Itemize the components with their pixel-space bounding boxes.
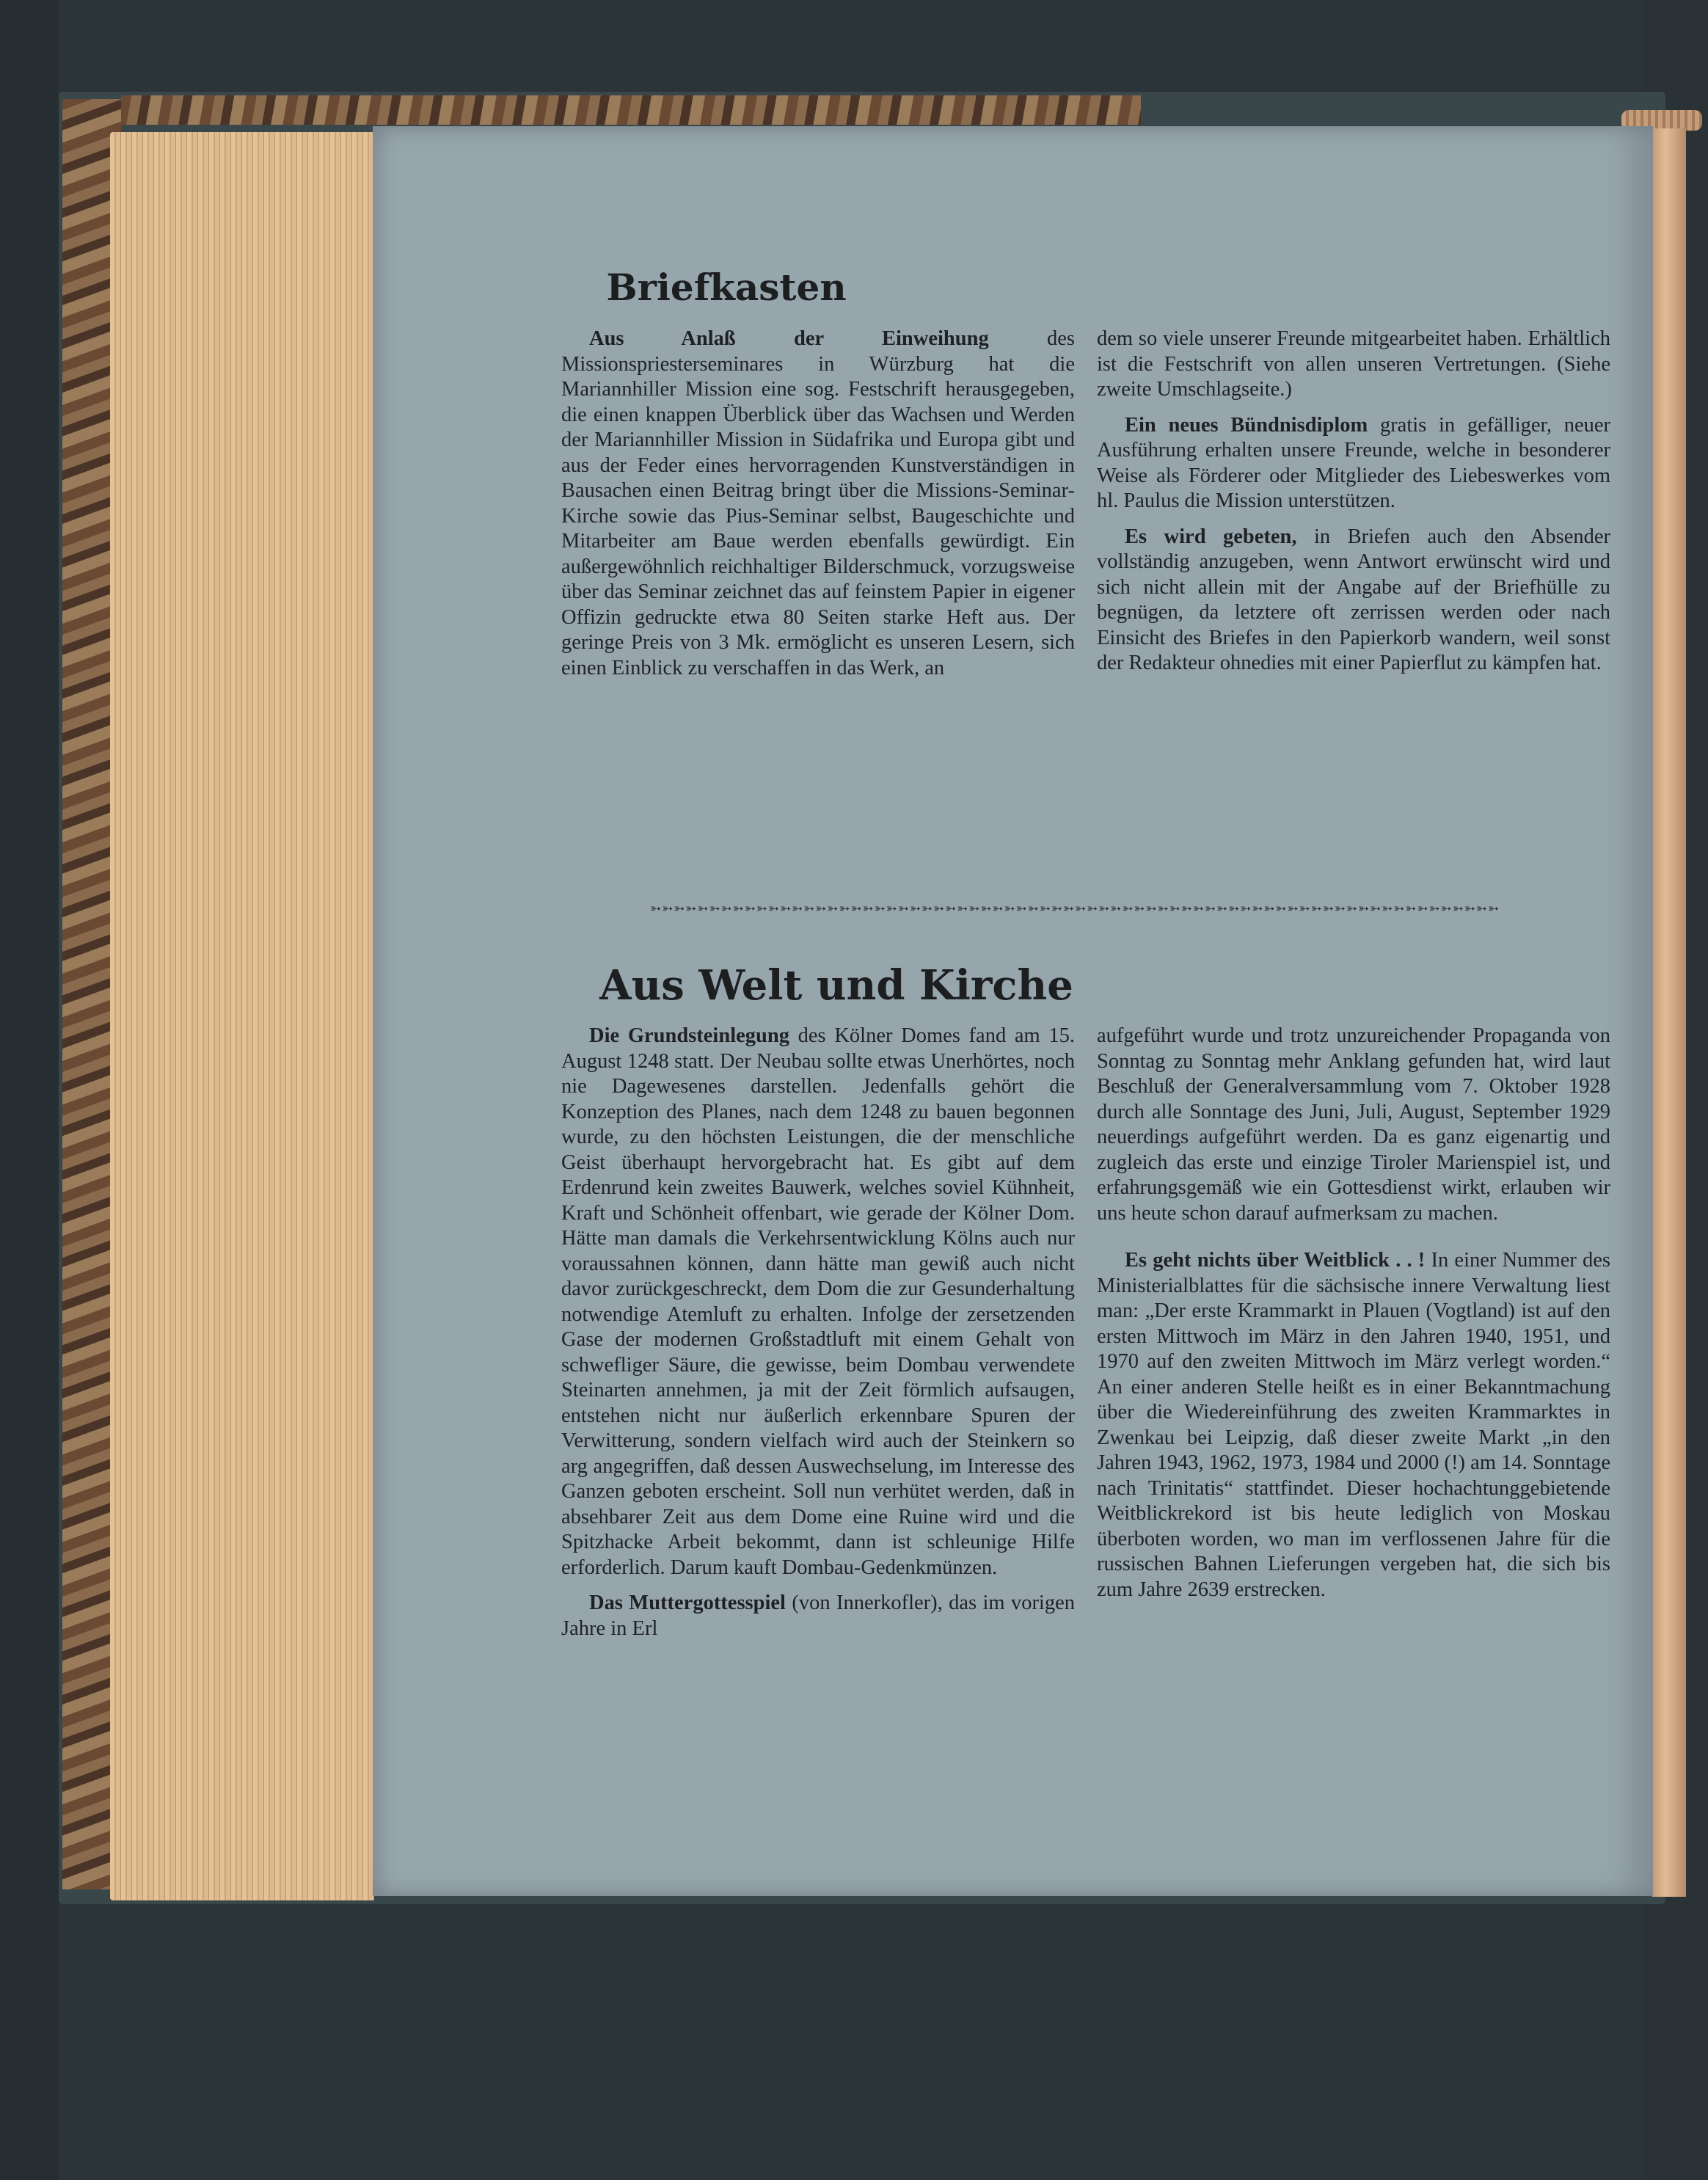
paragraph xyxy=(1097,413,1610,514)
section-title-briefkasten: Briefkasten xyxy=(606,266,847,309)
paragraph-text: In einer Nummer des Ministerialblattes für die sächsische innere Verwaltung liest man: „Der erste Krammarkt in Plauen (Vogtland) ist auf den ersten Mittwoch im März in den Jahren 1940, 1951, und 1970 auf den zweiten Mittwoch im März verlegt worden.“ An einer anderen Stelle heißt es in einer Bekanntmachung über die Wiedereinführung des zweiten Krammarktes in Zwenkau bei Leipzig, daß dieser zweite Markt „in den Jahren 1943, 1962, 1973, 1984 und 2000 (!) am 14. Sonntage nach Trinitatis“ stattfindet. Dieser hochachtunggebietende Weitblickrekord ist bis heute lediglich von Moskau überboten worden, wo man im verflossenen Jahre für die russischen Bahnen Lieferungen vergeben hat, die sich bis zum Jahre 2639 erstrecken. xyxy=(1097,1249,1611,1601)
paragraph-lead: Es geht nichts über Weitblick . . ! xyxy=(1125,1249,1426,1272)
backdrop-left xyxy=(0,0,59,2180)
briefkasten-column-left xyxy=(561,327,1075,691)
paragraph xyxy=(561,1024,1075,1581)
page-stack xyxy=(110,132,374,1900)
briefkasten-column-right xyxy=(1097,327,1610,687)
paragraph xyxy=(1097,1248,1610,1603)
section-title-welt-und-kirche: Aus Welt und Kirche xyxy=(599,961,1073,1010)
paragraph-lead: Aus Anlaß der Einweihung xyxy=(589,327,989,350)
paragraph-lead: Ein neues Bündnisdiplom xyxy=(1125,413,1368,437)
paragraph-lead: Die Grundsteinlegung xyxy=(589,1024,789,1047)
next-page-edge xyxy=(1652,128,1686,1897)
welt-kirche-column-left xyxy=(561,1024,1075,1652)
paragraph-text: in Briefen auch den Absender vollständig anzugeben, wenn Antwort erwünscht wird und sich nicht allein mit der Angabe auf der Briefhülle zu begnügen, da letztere oft zerrissen werden oder nach Einsicht des Briefes in den Papierkorb wandern, weil sonst der Redakteur ohnedies mit einer Papierflut zu kämpfen hat. xyxy=(1097,525,1611,674)
paragraph xyxy=(561,327,1075,681)
paragraph: dem so viele unserer Freunde mitgearbeitet haben. Erhältlich ist die Festschrift von allen unseren Vertretungen. (Siehe zweite Umschlagseite.) xyxy=(1097,327,1610,401)
paragraph-text: des Missionspriesterseminares in Würzburg hat die Mariannhiller Mission eine sog. Festschrift herausgegeben, die einen knappen Überblick über das Wachsen und Werden der Mariannhiller Mission in Südafrika und Europa gibt und aus der Feder eines hervorragenden Kunstverständigen in Bausachen einen Beitrag bringt über die Missions-Seminar-Kirche sowie das Pius-Seminar selbst, Baugeschichte und Mitarbeiter am Baue werden ebenfalls gewürdigt. Ein außergewöhnlich reichhaltiger Bilderschmuck, vorzugsweise über das Seminar zeichnet das auf feinstem Papier in eigener Offizin gedruckte etwa 80 Seiten starke Heft aus. Der geringe Preis von 3 Mk. ermöglicht es unseren Lesern, sich einen Einblick zu verschaffen in das Werk, an xyxy=(561,327,1076,679)
paragraph xyxy=(1097,525,1610,677)
marbled-endpaper-top xyxy=(121,95,1141,125)
paragraph: aufgeführt wurde und trotz unzureichender Propaganda von Sonntag zu Sonntag mehr Anklang gefunden hat, wird laut Beschluß der Generalversammlung vom 7. Oktober 1928 durch alle Sonntage des Juni, Juli, August, September 1929 neuerdings aufgeführt werden. Da es ganz eigenartig und zugleich das erste und einzige Tiroler Marienspiel ist, und erfahrungsgemäß wie ein Gottesdienst wirkt, erlauben wir uns heute schon darauf aufmerksam zu machen. xyxy=(1097,1024,1610,1225)
ornament-divider: ➳➳➳➳➳➳➳➳➳➳➳➳➳➳➳➳➳➳➳➳➳➳➳➳➳➳➳➳➳➳➳➳➳➳➳➳➳➳➳➳➳➳➳➳➳➳➳➳➳➳➳➳➳➳➳➳➳➳➳➳➳➳➳➳➳➳➳➳➳➳➳➳ xyxy=(650,901,1500,916)
paragraph-lead: Es wird gebeten, xyxy=(1125,525,1297,548)
paragraph-lead: Das Muttergottesspiel xyxy=(589,1592,786,1614)
paragraph-text: (von Innerkofler), das im vorigen Jahre in Erl xyxy=(561,1592,1076,1640)
welt-kirche-column-right xyxy=(1097,1024,1610,1613)
paragraph xyxy=(561,1591,1075,1641)
paragraph-text: des Kölner Domes fand am 15. August 1248 statt. Der Neubau sollte etwas Unerhörtes, noch nie Dagewesenes darstellen. Jedenfalls gehört die Konzeption des Planes, nach dem 1248 zu bauen begonnen wurde, zu den höchsten Leistungen, die der menschliche Geist überhaupt hervorgebracht hat. Es gibt auf dem Erdenrund kein zweites Bauwerk, welches soviel Kühnheit, Kraft und Schönheit offenbart, wie gerade der Kölner Dom. Hätte man damals die Verkehrsentwicklung Kölns auch nur voraussahnen können, dann hätte man gewiß auch nicht davor zurückgeschreckt, dem Dom die zur Gesunderhaltung notwendige Atemluft zu erhalten. Infolge der zersetzenden Gase der modernen Großstadtluft mit einem Gehalt von schwefliger Säure, die gewisse, beim Dombau verwendete Steinarten annehmen, ja mit der Zeit förmlich aufsaugen, entstehen nicht nur äußerlich erkennbare Spuren der Verwitterung, sondern vielfach wird auch der Steinkern so arg angegriffen, daß dessen Auswechselung, im Interesse des Ganzen geboten erscheint. Soll nun verhütet werden, daß in absehbarer Zeit aus dem Dome eine Ruine wird und die Spitzhacke Arbeit bekommt, dann ist schleunige Hilfe erforderlich. Darum kauft Dombau-Gedenkmünzen. xyxy=(561,1024,1075,1579)
paragraph-text: gratis in gefälliger, neuer Ausführung erhalten unsere Freunde, welche in besonderer Weise als Förderer oder Mitglieder des Liebeswerkes vom hl. Paulus die Mission unterstützen. xyxy=(1097,413,1610,512)
